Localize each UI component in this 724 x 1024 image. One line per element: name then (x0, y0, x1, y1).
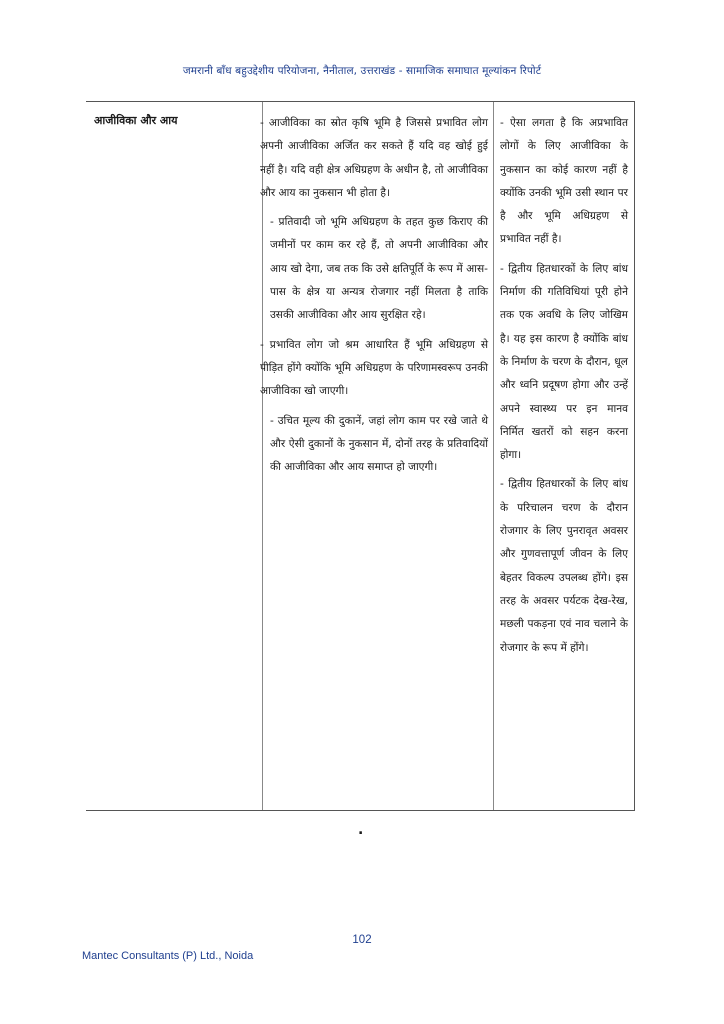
stray-mark: . (358, 822, 364, 838)
column-divider (493, 102, 494, 810)
impact-paragraph: - द्वितीय हितधारकों के लिए बांध के परिचालन चरण के दौरान रोजगार के लिए पुनरावृत अवसर और गुणवत्तापूर्ण जीवन के लिए बेहतर विकल्प उपलब्ध होंगे। इस तरह के अवसर पर्यटक देख-रेख, मछली पकड़ना एवं नाव चलाने के रोजगार के रूप में होंगे। (500, 478, 628, 654)
page-number: 102 (352, 934, 372, 946)
impact-paragraph: - ऐसा लगता है कि अप्रभावित लोगों के लिए आजीविका के नुकसान का कोई कारण नहीं है क्योंकि उनकी भूमि उसी स्थान पर है और भूमि अधिग्रहण से प्रभावित नहीं है। (500, 117, 628, 246)
impact-paragraph: - प्रभावित लोग जो श्रम आधारित हैं भूमि अधिग्रहण से पीड़ित होंगे क्योंकि भूमि अधिग्रहण के परिणामस्वरूप उनकी आजीविका खो जाएगी। (260, 338, 488, 398)
footer-company: Mantec Consultants (P) Ltd., Noida (82, 950, 254, 962)
column-divider (262, 102, 263, 810)
impact-paragraph: - प्रतिवादी जो भूमि अधिग्रहण के तहत कुछ किराए की जमीनों पर काम कर रहे हैं, तो अपनी आजीविका और आय खो देगा, जब तक कि उसे क्षतिपूर्ति के रूप में आस-पास के क्षेत्र या अन्यत्र रोजगार नहीं मिलता है ताकि उसकी आजीविका और आय सुरक्षित रहे। (270, 216, 488, 322)
impact-table (86, 101, 635, 811)
impact-paragraph: - द्वितीय हितधारकों के लिए बांध निर्माण की गतिविधियां पूरी होने तक एक अवधि के लिए जोखिम है। यह इस कारण है क्योंकि बांध के निर्माण के चरण के दौरान, धूल और ध्वनि प्रदूषण होगा और उन्हें अपने स्वास्थ्य पर इन मानव निर्मित खतरों को सहन करना होगा। (500, 262, 628, 462)
impact-paragraph: - उचित मूल्य की दुकानें, जहां लोग काम पर रखे जाते थे और ऐसी दुकानों के नुकसान में, दोनों तरह के प्रतिवादियों की आजीविका और आय समाप्त हो जाएगी। (270, 414, 488, 474)
impact-paragraph: - आजीविका का स्रोत कृषि भूमि है जिससे प्रभावित लोग अपनी आजीविका अर्जित कर सकते हैं यदि वह खोई हुई नहीं है। यदि वही क्षेत्र अधिग्रहण के अधीन है, तो आजीविका और आय का नुकसान भी होता है। (260, 117, 488, 199)
unaffected-impacts-column (500, 112, 628, 666)
affected-impacts-column (260, 112, 488, 485)
running-header: जमरानी बाँध बहुउद्देशीय परियोजना, नैनीताल, उत्तराखंड - सामाजिक समाघात मूल्यांकन रिपोर्ट (182, 65, 542, 77)
row-label-livelihood: आजीविका और आय (94, 114, 178, 127)
